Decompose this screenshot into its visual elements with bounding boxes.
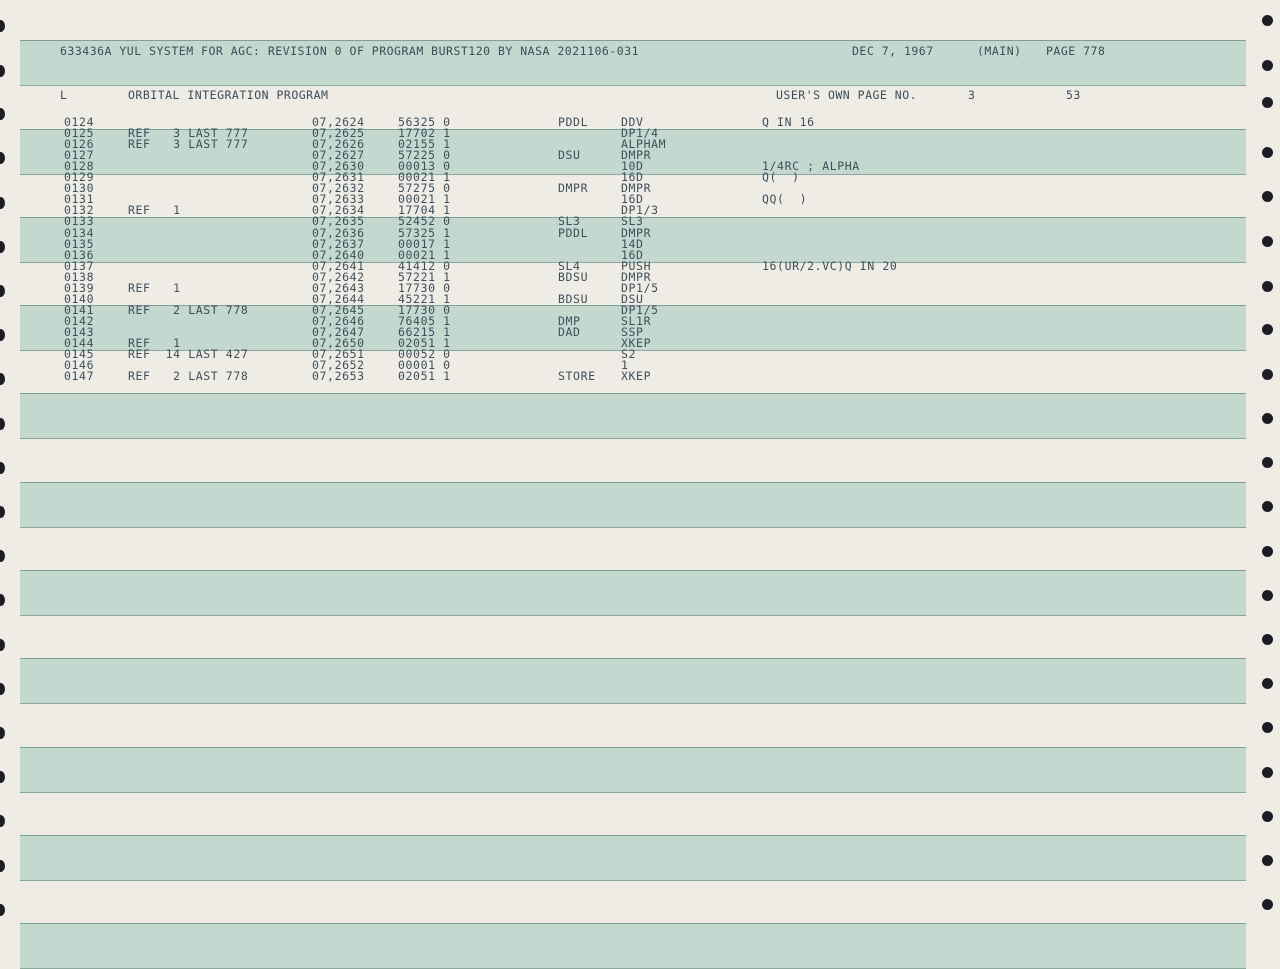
operand: 16D: [621, 170, 644, 185]
octal-word: 76405 1: [398, 313, 451, 328]
operand: SSP: [621, 324, 644, 339]
operand: SL1R: [621, 313, 652, 328]
feed-hole-icon: [0, 462, 5, 474]
operand: S2: [621, 347, 637, 362]
operand: DP1/5: [621, 302, 659, 317]
octal-word: 00001 0: [398, 358, 451, 373]
listing-date: DEC 7, 1967: [852, 44, 934, 58]
line-number: 0131: [64, 192, 95, 207]
operand: 14D: [621, 236, 644, 251]
address: 07,2643: [312, 280, 365, 295]
feed-hole-icon: [1262, 899, 1273, 910]
log-title: ORBITAL INTEGRATION PROGRAM: [128, 88, 329, 102]
line-number: 0137: [64, 258, 95, 273]
opcode: DMPR: [558, 181, 589, 196]
comment: 1/4RC ; ALPHA: [762, 159, 860, 174]
line-number: 0135: [64, 236, 95, 251]
comment: Q IN 16: [762, 115, 815, 129]
feed-hole-icon: [1262, 590, 1273, 601]
feed-hole-icon: [0, 771, 5, 783]
feed-hole-icon: [1262, 97, 1273, 108]
line-number: 0136: [64, 247, 95, 262]
operand: 16D: [621, 192, 644, 207]
opcode: DSU: [558, 148, 581, 163]
ref-text: REF 2 LAST 778: [128, 369, 249, 384]
greenbar-band: [20, 658, 1246, 704]
address: 07,2637: [312, 236, 365, 251]
line-number: 0144: [64, 336, 95, 350]
operand: DMPR: [621, 269, 652, 284]
users-page-label: USER'S OWN PAGE NO.: [776, 88, 918, 102]
address: 07,2652: [312, 358, 365, 373]
line-number: 0138: [64, 269, 95, 284]
ref-text: REF 2 LAST 778: [128, 302, 249, 317]
feed-hole-icon: [0, 683, 5, 695]
ref-text: REF 1: [128, 203, 181, 218]
operand: 16D: [621, 247, 644, 262]
address: 07,2627: [312, 148, 365, 163]
operand: XKEP: [621, 369, 652, 384]
line-number: 0146: [64, 358, 95, 373]
operand: DMPR: [621, 225, 652, 240]
line-number: 0124: [64, 115, 95, 129]
line-number: 0141: [64, 302, 95, 317]
feed-hole-icon: [0, 860, 5, 872]
line-number: 0140: [64, 291, 95, 306]
octal-word: 57221 1: [398, 269, 451, 284]
opcode: SL4: [558, 258, 581, 273]
line-number: 0132: [64, 203, 95, 218]
feed-hole-icon: [0, 506, 5, 518]
feed-hole-icon: [1262, 413, 1273, 424]
octal-word: 57225 0: [398, 148, 451, 163]
operand: DP1/4: [621, 126, 659, 141]
address: 07,2651: [312, 347, 365, 362]
feed-hole-icon: [1262, 767, 1273, 778]
opcode: DAD: [558, 324, 581, 339]
feed-hole-icon: [1262, 457, 1273, 468]
address: 07,2635: [312, 214, 365, 229]
ref-text: REF 1: [128, 336, 181, 350]
address: 07,2633: [312, 192, 365, 207]
opcode: BDSU: [558, 291, 589, 306]
comment: Q( ): [762, 170, 800, 185]
address: 07,2644: [312, 291, 365, 306]
line-number: 0128: [64, 159, 95, 174]
opcode: DMP: [558, 313, 581, 328]
line-number: 0139: [64, 280, 95, 295]
operand: XKEP: [621, 336, 652, 350]
operand: DSU: [621, 291, 644, 306]
listing-section: (MAIN): [977, 44, 1022, 58]
feed-hole-icon: [1262, 722, 1273, 733]
log-label: L: [60, 88, 68, 102]
log-section-number: 53: [1066, 88, 1081, 102]
feed-hole-icon: [0, 418, 5, 430]
feed-hole-icon: [0, 815, 5, 827]
greenbar-band: [20, 482, 1246, 528]
address: 07,2647: [312, 324, 365, 339]
greenbar-band: [20, 747, 1246, 793]
ref-text: REF 3 LAST 777: [128, 126, 249, 141]
octal-word: 56325 0: [398, 115, 451, 129]
line-number: 0133: [64, 214, 95, 229]
octal-word: 17704 1: [398, 203, 451, 218]
address: 07,2634: [312, 203, 365, 218]
octal-word: 00017 1: [398, 236, 451, 251]
address: 07,2630: [312, 159, 365, 174]
octal-word: 02051 1: [398, 336, 451, 350]
address: 07,2642: [312, 269, 365, 284]
line-number: 0143: [64, 324, 95, 339]
line-number: 0127: [64, 148, 95, 163]
ref-text: REF 1: [128, 280, 181, 295]
feed-hole-icon: [1262, 501, 1273, 512]
feed-hole-icon: [1262, 855, 1273, 866]
listing-title: 633436A YUL SYSTEM FOR AGC: REVISION 0 OF PROGRAM BURST120 BY NASA 2021106-031: [60, 44, 640, 58]
line-number: 0126: [64, 137, 95, 152]
line-number: 0134: [64, 225, 95, 240]
address: 07,2624: [312, 115, 365, 129]
operand: DP1/3: [621, 203, 659, 218]
address: 07,2636: [312, 225, 365, 240]
operand: 10D: [621, 159, 644, 174]
feed-hole-icon: [0, 904, 5, 916]
opcode: STORE: [558, 369, 596, 384]
octal-word: 00013 0: [398, 159, 451, 174]
octal-word: 00021 1: [398, 247, 451, 262]
users-page-value: 3: [968, 88, 976, 102]
feed-hole-icon: [0, 65, 5, 77]
feed-hole-icon: [1262, 15, 1273, 26]
address: 07,2632: [312, 181, 365, 196]
comment: 16(UR/2.VC)Q IN 20: [762, 258, 898, 273]
feed-hole-icon: [0, 20, 5, 32]
listing-row: [0, 370, 1280, 383]
address: 07,2646: [312, 313, 365, 328]
opcode: PDDL: [558, 225, 589, 240]
ref-text: REF 3 LAST 777: [128, 137, 249, 152]
feed-hole-icon: [1262, 634, 1273, 645]
address: 07,2641: [312, 258, 365, 273]
line-number: 0147: [64, 369, 95, 384]
operand: PUSH: [621, 258, 652, 273]
line-number: 0142: [64, 313, 95, 328]
operand: DMPR: [621, 148, 652, 163]
feed-hole-icon: [0, 727, 5, 739]
address: 07,2645: [312, 302, 365, 317]
opcode: PDDL: [558, 115, 589, 129]
operand: DP1/5: [621, 280, 659, 295]
line-number: 0145: [64, 347, 95, 362]
octal-word: 00021 1: [398, 170, 451, 185]
feed-hole-icon: [0, 550, 5, 562]
greenbar-band: [20, 923, 1246, 969]
page-number: PAGE 778: [1046, 44, 1106, 58]
feed-hole-icon: [1262, 811, 1273, 822]
feed-hole-icon: [1262, 546, 1273, 557]
octal-word: 17730 0: [398, 280, 451, 295]
greenbar-band: [20, 393, 1246, 439]
address: 07,2653: [312, 369, 365, 384]
address: 07,2625: [312, 126, 365, 141]
octal-word: 52452 0: [398, 214, 451, 229]
feed-hole-icon: [0, 639, 5, 651]
operand: SL3: [621, 214, 644, 229]
operand: ALPHAM: [621, 137, 667, 152]
octal-word: 41412 0: [398, 258, 451, 273]
feed-hole-icon: [1262, 678, 1273, 689]
operand: DDV: [621, 115, 644, 129]
opcode: BDSU: [558, 269, 589, 284]
line-number: 0125: [64, 126, 95, 141]
greenbar-band: [20, 835, 1246, 881]
octal-word: 02051 1: [398, 369, 451, 384]
ref-text: REF 14 LAST 427: [128, 347, 249, 362]
octal-word: 00021 1: [398, 192, 451, 207]
octal-word: 02155 1: [398, 137, 451, 152]
comment: QQ( ): [762, 192, 808, 207]
line-number: 0129: [64, 170, 95, 185]
address: 07,2626: [312, 137, 365, 152]
line-number: 0130: [64, 181, 95, 196]
address: 07,2650: [312, 336, 365, 350]
octal-word: 66215 1: [398, 324, 451, 339]
opcode: SL3: [558, 214, 581, 229]
address: 07,2640: [312, 247, 365, 262]
octal-word: 45221 1: [398, 291, 451, 306]
operand: DMPR: [621, 181, 652, 196]
octal-word: 57325 1: [398, 225, 451, 240]
feed-hole-icon: [1262, 60, 1273, 71]
octal-word: 57275 0: [398, 181, 451, 196]
greenbar-band: [20, 570, 1246, 616]
operand: 1: [621, 358, 629, 373]
octal-word: 00052 0: [398, 347, 451, 362]
address: 07,2631: [312, 170, 365, 185]
octal-word: 17730 0: [398, 302, 451, 317]
octal-word: 17702 1: [398, 126, 451, 141]
feed-hole-icon: [0, 594, 5, 606]
